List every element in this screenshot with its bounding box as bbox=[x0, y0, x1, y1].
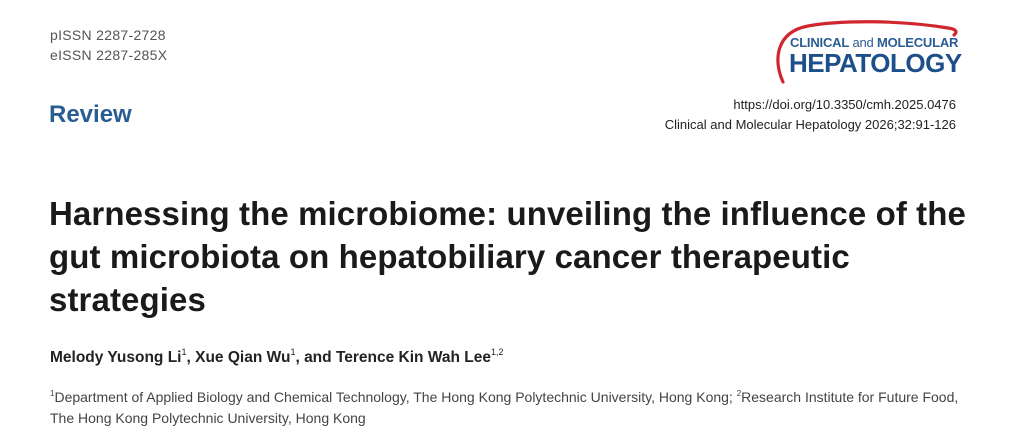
article-type-label: Review bbox=[49, 101, 132, 128]
author-name: Terence Kin Wah Lee bbox=[335, 349, 491, 366]
author-list bbox=[50, 347, 504, 367]
author-separator: , and bbox=[295, 349, 336, 366]
print-issn: pISSN 2287-2728 bbox=[50, 27, 166, 43]
author-affiliation-mark: 1,2 bbox=[490, 347, 504, 357]
author-name: Melody Yusong Li bbox=[50, 349, 182, 366]
author-separator: , bbox=[186, 349, 196, 366]
logo-word-molecular: MOLECULAR bbox=[876, 35, 959, 50]
author-affiliation-mark: 1 bbox=[181, 347, 187, 357]
citation: Clinical and Molecular Hepatology 2026;32:91-126 bbox=[664, 117, 956, 132]
author-name: Xue Qian Wu bbox=[195, 349, 291, 366]
electronic-issn: eISSN 2287-285X bbox=[50, 47, 168, 63]
affiliation-number: 2 bbox=[736, 389, 742, 398]
article-title: Harnessing the microbiome: unveiling the influence of the gut microbiota on hepatobiliary cancer therapeutic strategies bbox=[49, 195, 966, 318]
journal-logo bbox=[770, 18, 970, 90]
logo-word-and: and bbox=[849, 35, 877, 50]
author-affiliation-mark: 1 bbox=[290, 347, 296, 357]
affiliation-text: Department of Applied Biology and Chemical Technology, The Hong Kong Polytechnic University, Hong Kong; bbox=[54, 389, 737, 405]
issn-block bbox=[50, 25, 167, 65]
affiliation-text: Research Institute for Future Food, The Hong Kong Polytechnic University, Hong Kong bbox=[50, 389, 959, 426]
affiliations bbox=[50, 383, 960, 429]
article-meta bbox=[665, 95, 956, 135]
doi-link[interactable]: https://doi.org/10.3350/cmh.2025.0476 bbox=[733, 97, 956, 112]
logo-text-hepatology: HEPATOLOGY bbox=[789, 48, 962, 78]
logo-word-clinical: CLINICAL bbox=[790, 35, 850, 50]
affiliation-number: 1 bbox=[50, 389, 55, 398]
